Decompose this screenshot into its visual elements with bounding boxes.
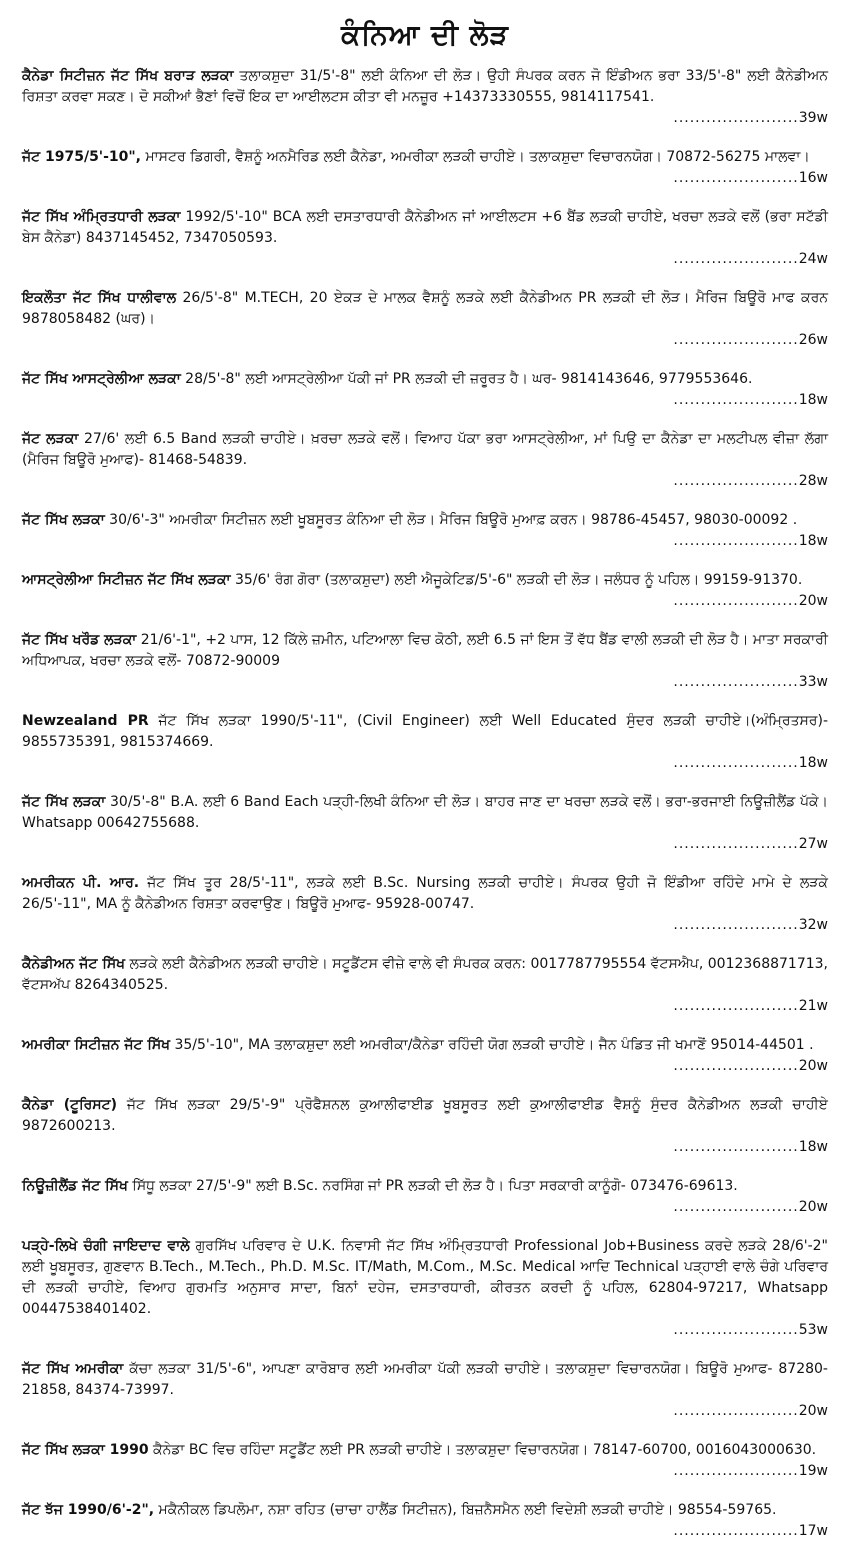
leader-dots: ....................... [673,593,799,609]
leader-dots: ....................... [673,755,799,771]
classified-ad [22,1035,828,1077]
leader-dots: ....................... [673,332,799,348]
ad-body: ਕੈਨੇਡਾ BC ਵਿਚ ਰਹਿੰਦਾ ਸਟੂਡੈਂਟ ਲਈ PR ਲੜਕੀ ਚਾਹੀਏ। ਤਲਾਕਸ਼ੁਦਾ ਵਿਚਾਰਨਯੋਗ। 78147-60700, 0016043000630. [148,1442,817,1458]
leader-dots: ....................... [673,1139,799,1155]
leader-dots: ....................... [673,1199,799,1215]
classified-ad [22,1095,828,1158]
ad-body: 27/6' ਲਈ 6.5 Band ਲੜਕੀ ਚਾਹੀਏ। ਖ਼ਰਚਾ ਲੜਕੇ ਵਲੋਂ। ਵਿਆਹ ਪੱਕਾ ਭਰਾ ਆਸਟ੍ਰੇਲੀਆ, ਮਾਂ ਪਿਉ ਦਾ ਕੈਨੇਡਾ ਦਾ ਮਲਟੀਪਲ ਵੀਜ਼ਾ ਲੱਗਾ (ਮੈਰਿਜ ਬਿਊਰੋ ਮੁਆਫ)- 81468-54839. [22,431,828,468]
classified-ad [22,288,828,351]
ad-body: ਗੁਰਸਿੱਖ ਪਰਿਵਾਰ ਦੇ U.K. ਨਿਵਾਸੀ ਜੱਟ ਸਿੱਖ ਅੰਮ੍ਰਿਤਧਾਰੀ Professional Job+Business ਕਰਦੇ ਲੜਕੇ 28/6'-2" ਲਈ ਖੂਬਸੂਰਤ, ਗੁਣਵਾਨ B.Tech., M.Tech., Ph.D. M.Sc. IT/Math, M.Com., M.Sc. Medical ਆਦਿ Technical ਪੜ੍ਹਾਈ ਵਾਲੇ ਚੰਗੇ ਪਰਿਵਾਰ ਦੀ ਲੜਕੀ ਚਾਹੀਏ, ਵਿਆਹ ਗੁਰਮਤਿ ਅਨੁਸਾਰ ਸਾਦਾ, ਬਿਨਾਂ ਦਹੇਜ, ਦਸਤਾਰਧਾਰੀ, ਕੀਰਤਨ ਕਰਦੀ ਨੂੰ ਪਹਿਲ, 62804-97217, Whatsapp 00447538401402. [22,1238,828,1317]
ad-heading: ਜੱਟ ਸਿੱਖ ਲੜਕਾ [22,512,105,528]
leader-dots: ....................... [673,1523,799,1539]
ad-heading: ਅਮਰੀਕਾ ਸਿਟੀਜ਼ਨ ਜੱਟ ਸਿੱਖ [22,1037,171,1053]
ad-body: ਮਕੈਨੀਕਲ ਡਿਪਲੋਮਾ, ਨਸ਼ਾ ਰਹਿਤ (ਚਾਚਾ ਹਾਲੈਂਡ ਸਿਟੀਜ਼ਨ), ਬਿਜ਼ਨੈਸਮੈਨ ਲਈ ਵਿਦੇਸ਼ੀ ਲੜਕੀ ਚਾਹੀਏ। 98554-59765. [154,1502,777,1518]
ad-heading: ਜੱਟ ਝੱਜ 1990/6'-2", [22,1502,155,1518]
ad-ref-code: 18w [798,755,828,771]
ad-body: 35/5'-10", MA ਤਲਾਕਸ਼ੁਦਾ ਲਈ ਅਮਰੀਕਾ/ਕੈਨੇਡਾ ਰਹਿੰਦੀ ਯੋਗ ਲੜਕੀ ਚਾਹੀਏ। ਜੈਨ ਪੰਡਿਤ ਜੀ ਖਮਾਣੋਂ 95014-44501 . [170,1037,814,1053]
ad-body: ਜੱਟ ਸਿੱਖ ਤੂਰ 28/5'-11", ਲੜਕੇ ਲਈ B.Sc. Nursing ਲੜਕੀ ਚਾਹੀਏ। ਸੰਪਰਕ ਉਹੀ ਜੋ ਇੰਡੀਆ ਰਹਿੰਦੇ ਮਾਮੇ ਦੇ ਲੜਕੇ 26/5'-11", MA ਨੂੰ ਕੈਨੇਡੀਅਨ ਰਿਸ਼ਤਾ ਕਰਵਾਉਣ। ਬਿਊਰੋ ਮੁਆਫ- 95928-00747. [22,875,828,912]
ad-heading: ਜੱਟ ਸਿੱਖ ਆਸਟ੍ਰੇਲੀਆ ਲੜਕਾ [22,371,181,387]
leader-dots: ....................... [673,170,799,186]
leader-dots: ....................... [673,1463,799,1479]
ad-ref-code: 19w [798,1463,828,1479]
ad-body: ਲੜਕੇ ਲਈ ਕੈਨੇਡੀਅਨ ਲੜਕੀ ਚਾਹੀਏ। ਸਟੂਡੈਂਟਸ ਵੀਜ਼ੇ ਵਾਲੇ ਵੀ ਸੰਪਰਕ ਕਰਨ: 0017787795554 ਵੱਟਸਐਪ, 0012368871713, ਵੱਟਸਅੱਪ 8264340525. [22,956,829,993]
ad-ref-code: 20w [798,593,828,609]
ad-ref-code: 18w [798,392,828,408]
classified-ad [22,630,828,693]
ad-body: 30/6'-3" ਅਮਰੀਕਾ ਸਿਟੀਜ਼ਨ ਲਈ ਖੂਬਸੂਰਤ ਕੰਨਿਆ ਦੀ ਲੋੜ। ਮੈਰਿਜ ਬਿਊਰੋ ਮੁਆਫ਼ ਕਰਨ। 98786-45457, 98030-00092 . [104,512,798,528]
ad-ref-code: 20w [798,1058,828,1074]
ad-body: 35/6' ਰੰਗ ਗੋਰਾ (ਤਲਾਕਸ਼ੁਦਾ) ਲਈ ਐਜੂਕੇਟਿਡ/5'-6" ਲੜਕੀ ਦੀ ਲੋੜ। ਜਲੰਧਰ ਨੂੰ ਪਹਿਲ। 99159-91370. [230,572,803,588]
classified-ad [22,873,828,936]
classified-ad [22,66,828,129]
ad-ref-code: 20w [798,1199,828,1215]
leader-dots: ....................... [673,533,799,549]
ad-heading: ਕੈਨੇਡਾ (ਟੂਰਿਸਟ) [22,1097,117,1113]
ad-body: 26/5'-8" M.TECH, 20 ਏਕੜ ਦੇ ਮਾਲਕ ਵੈਸ਼ਨੂੰ ਲੜਕੇ ਲਈ ਕੈਨੇਡੀਅਨ PR ਲੜਕੀ ਦੀ ਲੋੜ। ਮੈਰਿਜ ਬਿਊਰੋ ਮਾਫ ਕਰਨ 9878058482 (ਘਰ)। [22,290,828,327]
ad-ref-code: 16w [798,170,828,186]
ad-body: 21/6'-1", +2 ਪਾਸ, 12 ਕਿੱਲੇ ਜ਼ਮੀਨ, ਪਟਿਆਲਾ ਵਿਚ ਕੋਠੀ, ਲਈ 6.5 ਜਾਂ ਇਸ ਤੋਂ ਵੱਧ ਬੈਂਡ ਵਾਲੀ ਲੜਕੀ ਦੀ ਲੋੜ ਹੈ। ਮਾਤਾ ਸਰਕਾਰੀ ਅਧਿਆਪਕ, ਖਰਚਾ ਲੜਕੇ ਵਲੋਂ- 70872-90009 [22,632,828,669]
ad-body: 28/5'-8" ਲਈ ਆਸਟ੍ਰੇਲੀਆ ਪੱਕੀ ਜਾਂ PR ਲੜਕੀ ਦੀ ਜ਼ਰੂਰਤ ਹੈ। ਘਰ- 9814143646, 9779553646. [180,371,753,387]
leader-dots: ....................... [673,392,799,408]
ad-heading: ਜੱਟ ਸਿੱਖ ਲੜਕਾ 1990 [22,1442,149,1458]
classified-ad [22,207,828,270]
ad-body: ਤਲਾਕਸ਼ੁਦਾ 31/5'-8" ਲਈ ਕੰਨਿਆ ਦੀ ਲੋੜ। ਉਹੀ ਸੰਪਰਕ ਕਰਨ ਜੋ ਇੰਡੀਅਨ ਭਰਾ 33/5'-8" ਲਈ ਕੈਨੇਡੀਅਨ ਰਿਸ਼ਤਾ ਕਰਵਾ ਸਕਣ। ਦੋ ਸਕੀਆਂ ਭੈਣਾਂ ਵਿਚੋਂ ਇਕ ਦਾ ਆਈਲਟਸ ਕੀਤਾ ਵੀ ਮਨਜ਼ੂਰ +14373330555, 9814117541. [22,68,828,105]
ad-body: ਮਾਸਟਰ ਡਿਗਰੀ, ਵੈਸ਼ਨੂੰ ਅਨਮੈਰਿਡ ਲਈ ਕੈਨੇਡਾ, ਅਮਰੀਕਾ ਲੜਕੀ ਚਾਹੀਏ। ਤਲਾਕਸ਼ੁਦਾ ਵਿਚਾਰਨਯੋਗ। 70872-56275 ਮਾਲਵਾ। [141,149,810,165]
ad-heading: ਕੈਨੇਡੀਅਨ ਜੱਟ ਸਿੱਖ [22,956,126,972]
ad-ref-code: 20w [798,1403,828,1419]
classified-ad [22,1440,828,1482]
ad-ref-code: 32w [798,917,828,933]
ad-heading: ਜੱਟ ਸਿੱਖ ਲੜਕਾ [22,794,106,810]
ad-ref-code: 27w [798,836,828,852]
leader-dots: ....................... [673,1058,799,1074]
ad-ref-code: 18w [798,1139,828,1155]
classified-ad [22,429,828,492]
ad-ref-code: 39w [798,110,828,126]
ad-heading: ਜੱਟ ਸਿੱਖ ਖਰੌਡ ਲੜਕਾ [22,632,137,648]
ad-body: ਕੱਚਾ ਲੜਕਾ 31/5'-6", ਆਪਣਾ ਕਾਰੋਬਾਰ ਲਈ ਅਮਰੀਕਾ ਪੱਕੀ ਲੜਕੀ ਚਾਹੀਏ। ਤਲਾਕਸ਼ੁਦਾ ਵਿਚਾਰਨਯੋਗ। ਬਿਊਰੋ ਮੁਆਫ- 87280-21858, 84374-73997. [22,1361,828,1398]
classified-ad [22,1359,828,1422]
ad-heading: ਆਸਟ੍ਰੇਲੀਆ ਸਿਟੀਜ਼ਨ ਜੱਟ ਸਿੱਖ ਲੜਕਾ [22,572,231,588]
leader-dots: ....................... [673,110,799,126]
ad-body: ਜੱਟ ਸਿੱਖ ਲੜਕਾ 1990/5'-11", (Civil Engineer) ਲਈ Well Educated ਸੁੰਦਰ ਲੜਕੀ ਚਾਹੀਏ।(ਅੰਮ੍ਰਿਤਸਰ)- 9855735391, 9815374669. [22,713,828,750]
leader-dots: ....................... [673,674,799,690]
ad-heading: ਅਮਰੀਕਨ ਪੀ. ਆਰ. [22,875,140,891]
ad-body: ਜੱਟ ਸਿੱਖ ਲੜਕਾ 29/5'-9" ਪ੍ਰੋਫੈਸ਼ਨਲ ਕੁਆਲੀਫਾਈਡ ਖੂਬਸੂਰਤ ਲਈ ਕੁਆਲੀਫਾਈਡ ਵੈਸ਼ਨੂੰ ਸੁੰਦਰ ਕੈਨੇਡੀਅਨ ਲੜਕੀ ਚਾਹੀਏ 9872600213. [22,1097,828,1134]
classified-ad [22,510,828,552]
leader-dots: ....................... [673,473,799,489]
classified-ad [22,147,828,189]
ad-heading: Newzealand PR [22,713,149,729]
ad-body: ਸਿੱਧੂ ਲੜਕਾ 27/5'-9" ਲਈ B.Sc. ਨਰਸਿੰਗ ਜਾਂ PR ਲੜਕੀ ਦੀ ਲੋੜ ਹੈ। ਪਿਤਾ ਸਰਕਾਰੀ ਕਾਨੂੰਗੋ- 073476-69613. [127,1178,738,1194]
ad-ref-code: 33w [798,674,828,690]
leader-dots: ....................... [673,998,799,1014]
ad-ref-code: 28w [798,473,828,489]
classified-ad [22,711,828,774]
ad-heading: ਪੜ੍ਹੇ-ਲਿਖੇ ਚੰਗੀ ਜਾਇਦਾਦ ਵਾਲੇ [22,1238,190,1254]
classified-ad [22,570,828,612]
classified-ad [22,369,828,411]
ad-ref-code: 26w [798,332,828,348]
ad-ref-code: 21w [798,998,828,1014]
leader-dots: ....................... [673,1322,799,1338]
ad-heading: ਜੱਟ ਸਿੱਖ ਅਮਰੀਕਾ [22,1361,124,1377]
leader-dots: ....................... [673,1403,799,1419]
classified-ad [22,792,828,855]
ad-heading: ਕੈਨੇਡਾ ਸਿਟੀਜ਼ਨ ਜੱਟ ਸਿੱਖ ਬਰਾੜ ਲੜਕਾ [22,68,234,84]
classified-ad [22,1500,828,1542]
ad-ref-code: 24w [798,251,828,267]
ad-heading: ਇਕਲੌਤਾ ਜੱਟ ਸਿੱਖ ਧਾਲੀਵਾਲ [22,290,177,306]
ad-ref-code: 53w [798,1322,828,1338]
ad-heading: ਜੱਟ ਸਿੱਖ ਅੰਮ੍ਰਿਤਧਾਰੀ ਲੜਕਾ [22,209,181,225]
classified-ad [22,1236,828,1341]
page-title: ਕੰਨਿਆ ਦੀ ਲੋੜ [341,18,509,51]
ad-ref-code: 18w [798,533,828,549]
ad-heading: ਜੱਟ ਲੜਕਾ [22,431,79,447]
ad-heading: ਜੱਟ 1975/5'-10", [22,149,142,165]
ad-ref-code: 17w [798,1523,828,1539]
leader-dots: ....................... [673,251,799,267]
ad-body: 1992/5'-10" BCA ਲਈ ਦਸਤਾਰਧਾਰੀ ਕੈਨੇਡੀਅਨ ਜਾਂ ਆਈਲਟਸ +6 ਬੈਂਡ ਲੜਕੀ ਚਾਹੀਏ, ਖਰਚਾ ਲੜਕੇ ਵਲੋਂ (ਭਰਾ ਸਟੱਡੀ ਬੇਸ ਕੈਨੇਡਾ) 8437145452, 7347050593. [22,209,828,246]
classified-ad [22,1176,828,1218]
leader-dots: ....................... [673,836,799,852]
leader-dots: ....................... [673,917,799,933]
ad-body: 30/5'-8" B.A. ਲਈ 6 Band Each ਪੜ੍ਹੀ-ਲਿਖੀ ਕੰਨਿਆ ਦੀ ਲੋੜ। ਬਾਹਰ ਜਾਣ ਦਾ ਖਰਚਾ ਲੜਕੇ ਵਲੋਂ। ਭਰਾ-ਭਰਜਾਈ ਨਿਊਜ਼ੀਲੈਂਡ ਪੱਕੇ। Whatsapp 00642755688. [22,794,828,831]
classified-ad [22,954,828,1017]
ad-heading: ਨਿਊਜ਼ੀਲੈਂਡ ਜੱਟ ਸਿੱਖ [22,1178,128,1194]
